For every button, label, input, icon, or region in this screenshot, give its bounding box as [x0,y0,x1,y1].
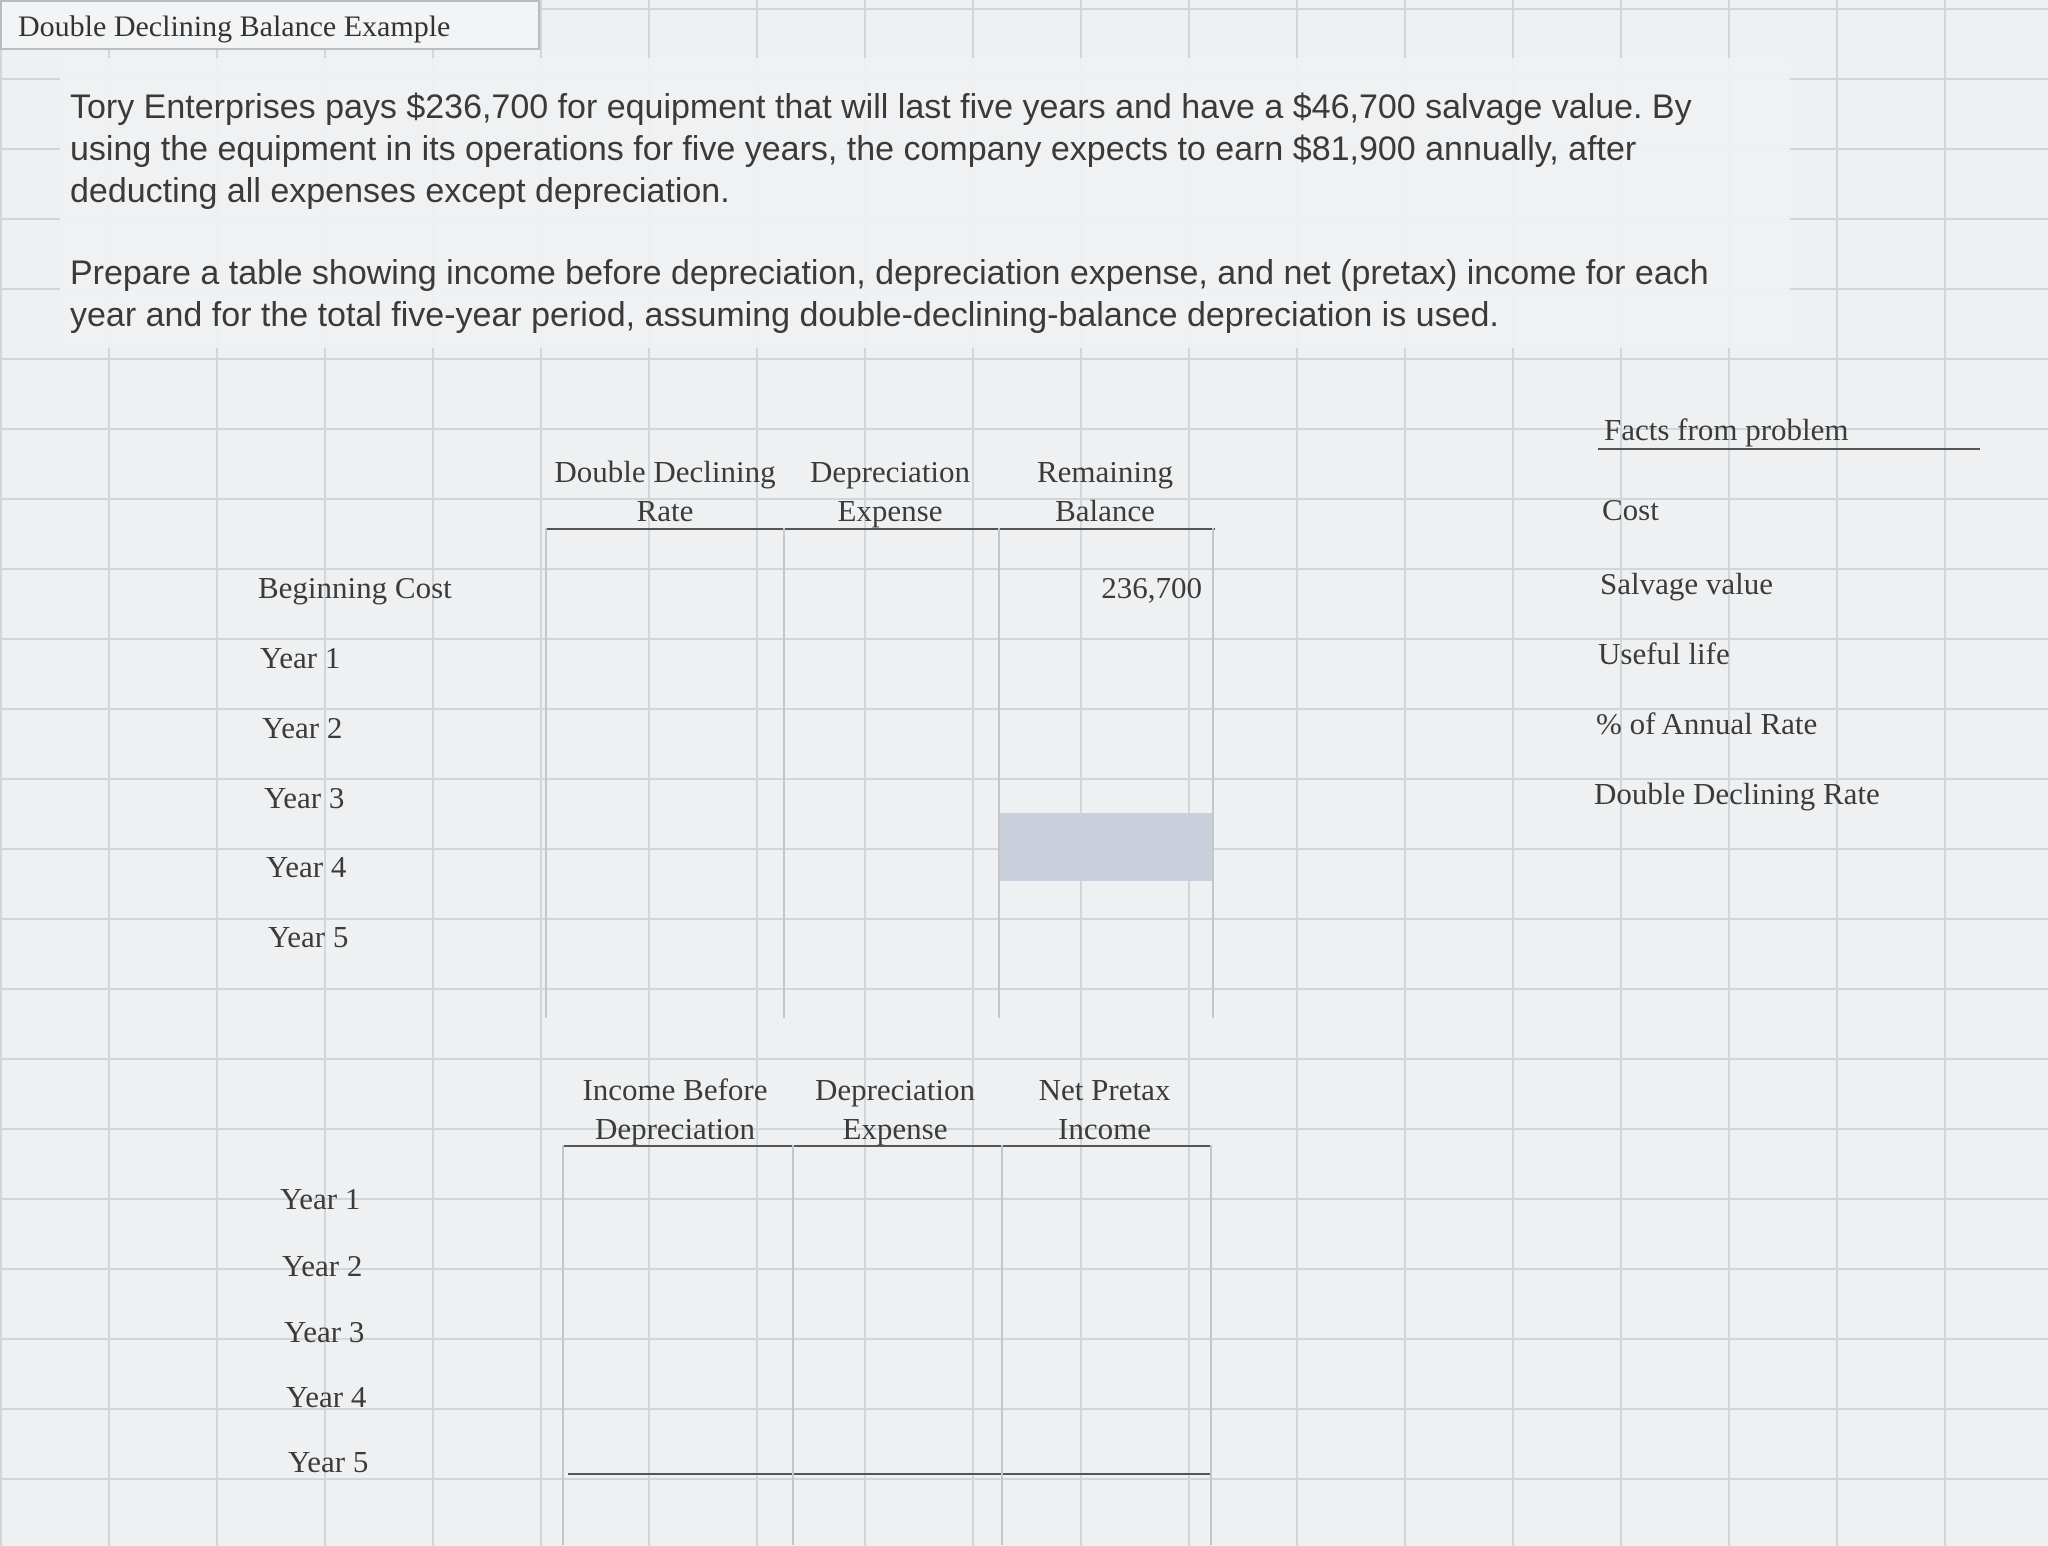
header-remaining-balance[interactable]: Remaining Balance [1036,454,1174,528]
schedule-row-year-5[interactable]: Year 5 [268,919,349,954]
column-divider [783,528,785,1018]
beginning-balance-cell[interactable]: 236,700 [1101,570,1202,605]
beginning-cost-label[interactable]: Beginning Cost [258,570,452,605]
header-depreciation-expense[interactable]: Depreciation Expense [809,454,971,528]
income-row-year-3[interactable]: Year 3 [284,1314,365,1349]
problem-paragraph-2: Prepare a table showing income before depreciation, depreciation expense, and net (pretax) income for each year and for the total five-year period, assuming double-declining-balance depreciation is used. [70,254,1709,334]
column-divider [792,1145,794,1545]
fact-salvage-label[interactable]: Salvage value [1600,566,1774,601]
schedule-row-year-2[interactable]: Year 2 [262,710,343,745]
fact-useful-life-label[interactable]: Useful life [1598,636,1730,671]
income-row-year-4[interactable]: Year 4 [286,1379,367,1414]
header-income-depreciation-expense[interactable]: Depreciation Expense [814,1072,976,1146]
column-divider [1212,528,1214,1018]
fact-cost-label[interactable]: Cost [1602,492,1659,527]
problem-paragraph-1: Tory Enterprises pays $236,700 for equipment that will last five years and have a $46,700 salvage value. By using the equipment in its operations for five years, the company expects to earn $81,900 annually, after deducting all expenses except depreciation. [70,88,1692,210]
sheet-title[interactable]: Double Declining Balance Example [0,0,540,50]
header-net-pretax-income[interactable]: Net Pretax Income [1038,1072,1171,1146]
column-divider [562,1145,564,1545]
income-row-year-5[interactable]: Year 5 [288,1444,369,1479]
schedule-row-year-4[interactable]: Year 4 [266,849,347,884]
column-divider [1001,1145,1003,1545]
column-divider [1210,1145,1212,1545]
fact-annual-rate-label[interactable]: % of Annual Rate [1596,706,1818,741]
selected-cell[interactable] [1000,813,1212,881]
income-row-year-1[interactable]: Year 1 [280,1181,361,1216]
column-divider [545,528,547,1018]
fact-ddb-rate-label[interactable]: Double Declining Rate [1594,776,1880,811]
problem-statement [60,58,1790,348]
header-income-before-depreciation[interactable]: Income Before Depreciation [582,1072,768,1146]
income-total-line [568,1473,1210,1475]
header-underline [545,528,1215,530]
income-header-underline [562,1145,1210,1147]
income-row-year-2[interactable]: Year 2 [282,1248,363,1283]
schedule-row-year-3[interactable]: Year 3 [264,780,345,815]
facts-title[interactable]: Facts from problem [1604,412,1849,447]
facts-underline [1598,448,1980,450]
header-ddb-rate[interactable]: Double Declining Rate [554,454,776,528]
spreadsheet-grid[interactable] [0,348,2048,1546]
schedule-row-year-1[interactable]: Year 1 [260,640,341,675]
